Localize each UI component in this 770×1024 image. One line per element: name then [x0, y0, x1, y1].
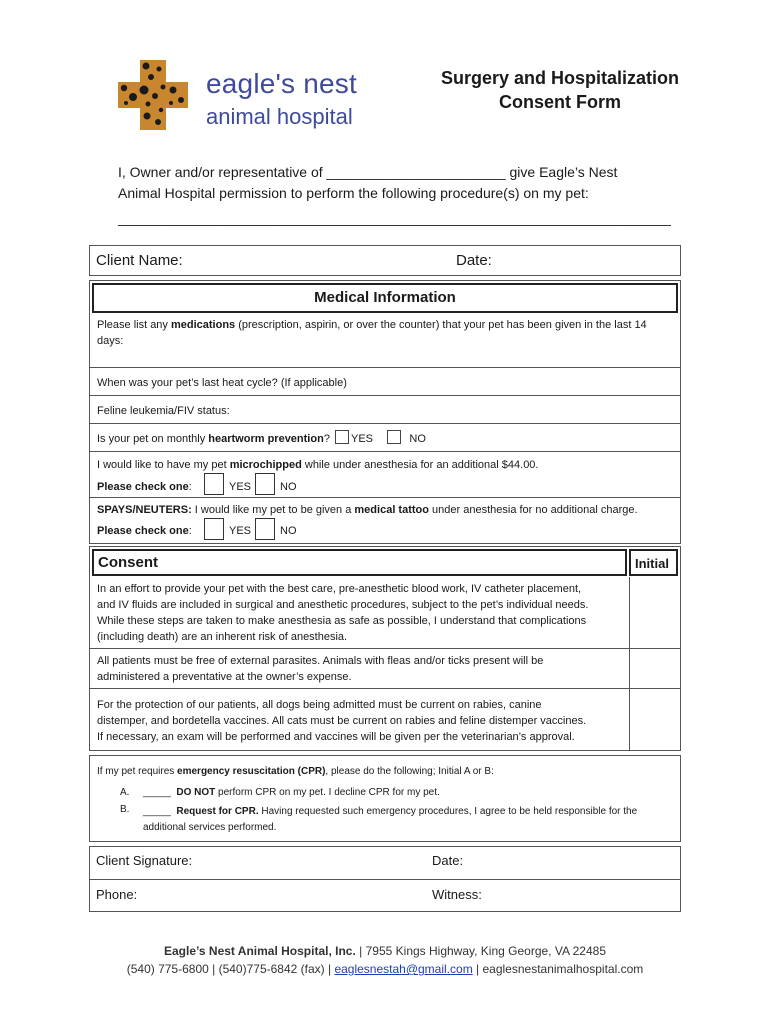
heartworm-no-checkbox[interactable] [387, 430, 401, 444]
signature-section [89, 846, 681, 912]
initial-heading: Initial [635, 556, 669, 571]
consent-paragraph-3: For the protection of our patients, all dogs being admitted must be current on rabies, canine distemper, and bordetella vaccines. All cats must be current on rabies and feline distemper vaccines. If necessary, an exam will be performed and vaccines will be given per the veterinarian’s approval. [97, 699, 587, 743]
tattoo-no-label: NO [280, 525, 297, 537]
tattoo-yes-checkbox[interactable] [204, 518, 224, 540]
cpr-option-b-label: B. [120, 804, 130, 815]
cpr-option-b-initial[interactable]: _____ [143, 806, 171, 817]
intro-statement: I, Owner and/or representative of _______________________ give Eagle’s Nest Animal Hospital permission to perform the following procedure(s) on my pet: _______________________________________________________________________ [118, 162, 678, 229]
microchip-yes-label: YES [229, 481, 252, 493]
witness-label: Witness: [432, 887, 482, 902]
consent-heading-box [92, 549, 627, 576]
date-label: Date: [456, 252, 492, 269]
heartworm-yes-checkbox[interactable] [335, 430, 349, 444]
consent-paragraph-2: All patients must be free of external parasites. Animals with fleas and/or ticks present will be administered a preventative at the owner’s expense. [97, 655, 544, 683]
form-title: Surgery and Hospitalization Consent Form [440, 68, 680, 112]
heartworm-question: Is your pet on monthly heartworm prevention? YES NO [97, 430, 426, 447]
microchip-no-label: NO [280, 481, 297, 493]
client-signature-label: Client Signature: [96, 853, 193, 868]
tattoo-no-checkbox[interactable] [255, 518, 275, 540]
tattoo-question: SPAYS/NEUTERS: I would like my pet to be given a medical tattoo under anesthesia for no additional charge. [97, 504, 638, 516]
signature-date-label: Date: [432, 853, 464, 868]
cpr-intro: If my pet requires emergency resuscitation (CPR), please do the following; Initial A or B: [97, 766, 494, 777]
paw-cross-logo-icon [118, 60, 188, 130]
tattoo-yes-label: YES [229, 525, 252, 537]
logo-name: eagle's nest [206, 68, 357, 99]
microchip-question: I would like to have my pet microchipped while under anesthesia for an additional $44.00. [97, 459, 539, 471]
cpr-option-b: _____ Request for CPR. Having requested such emergency procedures, I agree to be held responsible for the additional services performed. [143, 806, 638, 833]
medical-heading-box [92, 283, 678, 313]
medical-heading: Medical Information [314, 289, 456, 306]
heat-cycle-question: When was your pet’s last heat cycle? (If applicable) [97, 377, 347, 389]
microchip-no-checkbox[interactable] [255, 473, 275, 495]
tattoo-check-one: Please check one: [97, 525, 192, 537]
initial-field-1[interactable] [631, 581, 677, 645]
initial-field-2[interactable] [631, 651, 677, 685]
cpr-section [89, 755, 681, 842]
procedure-blank[interactable]: _______________________________________________________________________ [118, 210, 671, 226]
initial-heading-box [629, 549, 678, 576]
phone-label: Phone: [96, 887, 138, 902]
cpr-option-a-label: A. [120, 787, 130, 798]
microchip-check-one: Please check one: [97, 481, 192, 493]
client-name-row [89, 245, 681, 276]
footer-contact: (540) 775-6800 | (540)775-6842 (fax) | eaglesnestah@gmail.com | eaglesnestanimalhospital.com [126, 962, 644, 976]
microchip-yes-checkbox[interactable] [204, 473, 224, 495]
initial-field-3[interactable] [631, 691, 677, 747]
cpr-option-a: _____ DO NOT perform CPR on my pet. I decline CPR for my pet. [143, 787, 440, 798]
client-name-label: Client Name: [96, 252, 183, 269]
consent-heading: Consent [98, 554, 158, 571]
consent-section [89, 546, 681, 751]
cpr-option-a-initial[interactable]: _____ [143, 787, 171, 798]
logo-subname: animal hospital [206, 104, 353, 129]
medical-info-section [89, 280, 681, 544]
feline-status-question: Feline leukemia/FIV status: [97, 405, 230, 417]
footer-address: Eagle’s Nest Animal Hospital, Inc. | 7955 Kings Highway, King George, VA 22485 [163, 944, 606, 958]
email-link[interactable]: eaglesnestah@gmail.com [334, 962, 473, 976]
medications-question: Please list any medications (prescription, aspirin, or over the counter) that your pet has been given in the last 14 days: [97, 319, 647, 347]
consent-paragraph-1: In an effort to provide your pet with the best care, pre-anesthetic blood work, IV catheter placement, and IV fluids are included in surgical and anesthetic procedures, subject to the pet’s individual needs. While these steps are taken to make anesthesia as safe as possible, I understand that complications (including death) are an inherent risk of anesthesia. [97, 583, 589, 643]
